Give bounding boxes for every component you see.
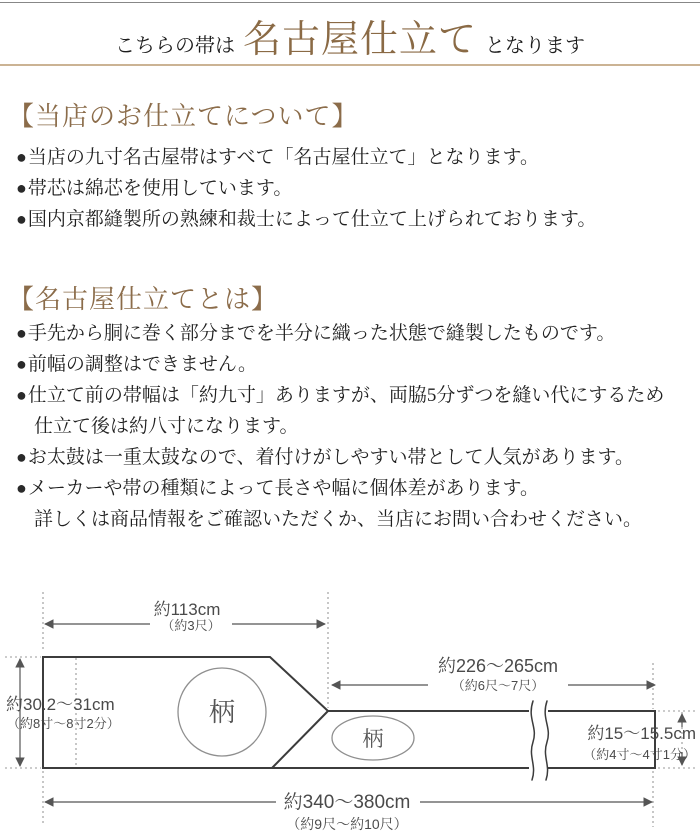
list-item-text: メーカーや帯の種類によって長さや幅に個体差があります。 bbox=[27, 478, 539, 499]
section-heading-tailoring: 【当店のお仕立てについて】 bbox=[8, 102, 359, 131]
pattern-label-large: 柄 bbox=[208, 697, 236, 727]
dim-tesaki-cm: 約113cm bbox=[153, 600, 221, 619]
title-divider bbox=[0, 64, 700, 66]
list-item bbox=[16, 473, 664, 504]
list-item bbox=[16, 204, 596, 235]
list-item bbox=[16, 318, 664, 349]
bullet-icon: ● bbox=[16, 147, 27, 167]
bullet-icon: ● bbox=[16, 385, 27, 405]
obi-dimension-diagram bbox=[0, 575, 700, 840]
list-item-text: 前幅の調整はできません。 bbox=[27, 354, 258, 375]
pattern-label-small: 柄 bbox=[362, 728, 384, 751]
bullet-icon: ● bbox=[16, 209, 27, 229]
bullet-list-tailoring bbox=[16, 142, 596, 235]
list-item-text: お太鼓は一重太鼓なので、着付けがしやすい帯として人気があります。 bbox=[27, 447, 634, 468]
list-item bbox=[16, 173, 596, 204]
title-suffix: となります bbox=[485, 35, 585, 57]
bullet-icon: ● bbox=[16, 478, 27, 498]
title-prefix: こちらの帯は bbox=[114, 35, 235, 57]
list-item-continuation: 詳しくは商品情報をご確認いただくか、当店にお問い合わせください。 bbox=[34, 509, 643, 530]
obi-outline bbox=[43, 657, 655, 768]
dim-narrow-cm: 約15〜15.5cm bbox=[587, 724, 696, 743]
title-emphasis: 名古屋仕立て bbox=[242, 19, 477, 61]
dim-total-cm: 約340〜380cm bbox=[283, 792, 411, 813]
list-item-text: 帯芯は綿芯を使用しています。 bbox=[27, 178, 293, 199]
dim-tesaki-shaku: （約3尺） bbox=[161, 618, 221, 633]
dim-total-shaku: （約9尺〜約10尺） bbox=[286, 816, 408, 832]
list-item-text: 国内京都縫製所の熟練和裁士によって仕立て上げられております。 bbox=[27, 209, 597, 230]
dim-do-cm: 約226〜265cm bbox=[437, 656, 559, 676]
list-item bbox=[16, 349, 664, 380]
bullet-icon: ● bbox=[16, 354, 27, 374]
section-heading-nagoya: 【名古屋仕立てとは】 bbox=[8, 285, 279, 314]
list-item bbox=[16, 380, 664, 411]
top-rule bbox=[0, 2, 700, 3]
dim-wide-width-shaku: （約8寸〜8寸2分） bbox=[7, 716, 120, 731]
list-item bbox=[16, 442, 664, 473]
dim-narrow-shaku: （約4寸〜4寸1分） bbox=[583, 747, 696, 762]
list-item-text: 仕立て前の帯幅は「約九寸」ありますが、両脇5分ずつを縫い代にするため bbox=[27, 385, 665, 406]
list-item-text: 当店の九寸名古屋帯はすべて「名古屋仕立て」となります。 bbox=[27, 147, 539, 168]
bullet-list-nagoya bbox=[16, 318, 664, 535]
page-title bbox=[0, 8, 700, 63]
list-item bbox=[16, 142, 596, 173]
dim-wide-width-cm: 約30.2〜31cm bbox=[6, 695, 115, 714]
bullet-icon: ● bbox=[16, 447, 27, 467]
list-item-text: 手先から胴に巻く部分までを半分に織った状態で縫製したものです。 bbox=[27, 323, 616, 344]
bullet-icon: ● bbox=[16, 178, 27, 198]
dim-do-shaku: （約6尺〜7尺） bbox=[451, 678, 545, 693]
bullet-icon: ● bbox=[16, 323, 27, 343]
list-item-continuation: 仕立て後は約八寸になります。 bbox=[34, 416, 299, 437]
